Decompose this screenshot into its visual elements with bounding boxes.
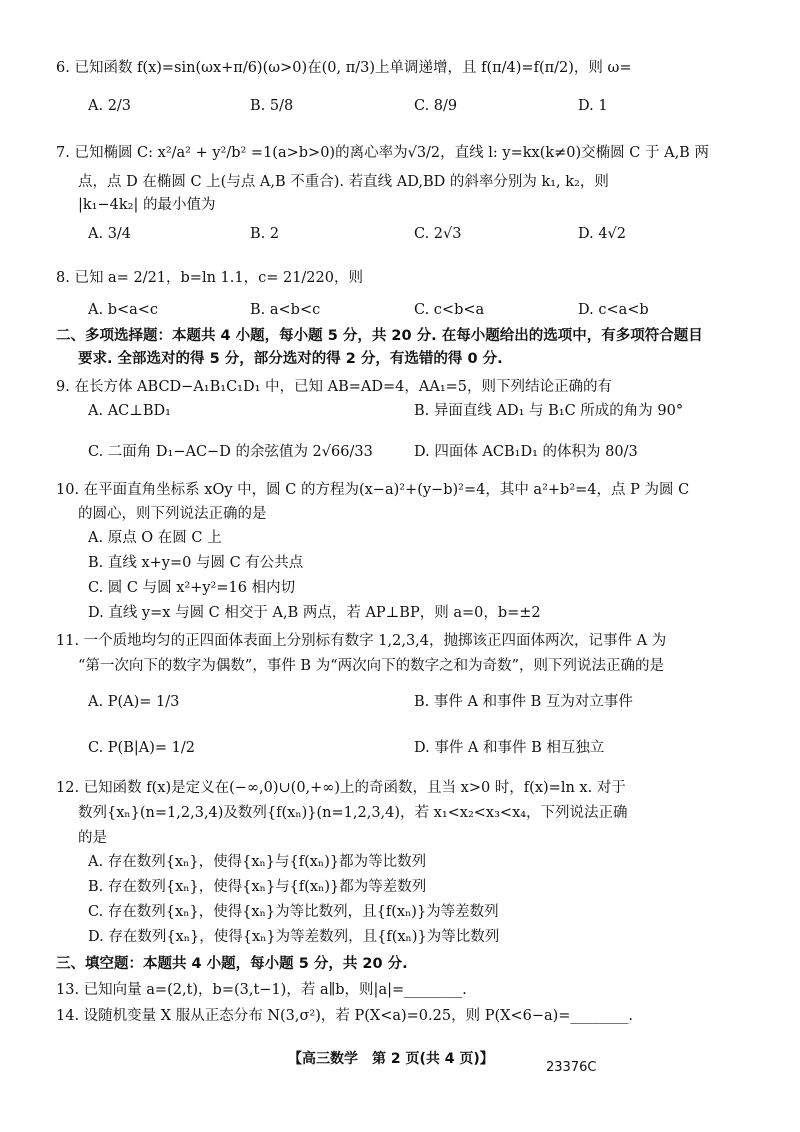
q11-option-b: B. 事件 A 和事件 B 互为对立事件 <box>414 694 633 710</box>
section2-heading-line1: 二、多项选择题：本题共 4 小题，每小题 5 分，共 20 分. 在每小题给出的选项中，有多项符合题目 <box>56 328 703 344</box>
page-footer: 【高三数学 第 2 页(共 4 页)】 <box>288 1051 494 1067</box>
q10-option-c: C. 圆 C 与圆 x²+y²=16 相内切 <box>88 580 296 596</box>
q11-option-a: A. P(A)= 1/3 <box>88 694 180 710</box>
q7-stem-line3: |k₁−4k₂| 的最小值为 <box>78 197 216 213</box>
section2-heading-line2: 要求. 全部选对的得 5 分，部分选对的得 2 分，有选错的得 0 分. <box>78 351 503 367</box>
section3-heading: 三、填空题：本题共 4 小题，每小题 5 分，共 20 分. <box>56 956 408 972</box>
q7-stem-line2: 点，点 D 在椭圆 C 上(与点 A,B 不重合). 若直线 AD,BD 的斜率分别为 k₁, k₂，则 <box>78 174 609 190</box>
q7-option-d: D. 4√2 <box>578 226 627 242</box>
q8-option-d: D. c<a<b <box>578 302 649 318</box>
q12-option-a: A. 存在数列{xₙ}，使得{xₙ}与{f(xₙ)}都为等比数列 <box>88 854 427 870</box>
q10-stem-line1: 10. 在平面直角坐标系 xOy 中，圆 C 的方程为(x−a)²+(y−b)²=4，其中 a²+b²=4，点 P 为圆 C <box>56 482 690 498</box>
q8-option-b: B. a<b<c <box>250 302 321 318</box>
q6-option-b: B. 5/8 <box>250 98 294 114</box>
q8-option-a: A. b<a<c <box>88 302 159 318</box>
q12-stem-line3: 的是 <box>78 830 107 846</box>
q12-option-b: B. 存在数列{xₙ}，使得{xₙ}与{f(xₙ)}都为等差数列 <box>88 879 427 895</box>
q11-stem-line1: 11. 一个质地均匀的正四面体表面上分别标有数字 1,2,3,4，抛掷该正四面体两次，记事件 A 为 <box>56 633 667 649</box>
q12-option-d: D. 存在数列{xₙ}，使得{xₙ}为等差数列，且{f(xₙ)}为等比数列 <box>88 929 500 945</box>
q8-option-c: C. c<b<a <box>414 302 485 318</box>
q7-option-c: C. 2√3 <box>414 226 462 242</box>
q13-stem: 13. 已知向量 a=(2,t)，b=(3,t−1)，若 a∥b，则|a|=________. <box>56 982 467 998</box>
q10-stem-line2: 的圆心，则下列说法正确的是 <box>78 506 267 522</box>
q7-stem-line1: 7. 已知椭圆 C: x²/a² + y²/b² =1(a>b>0)的离心率为√3/2，直线 l: y=kx(k≠0)交椭圆 C 于 A,B 两 <box>56 145 709 161</box>
q9-option-c: C. 二面角 D₁−AC−D 的余弦值为 2√66/33 <box>88 444 373 460</box>
q9-option-d: D. 四面体 ACB₁D₁ 的体积为 80/3 <box>414 444 638 460</box>
q9-option-b: B. 异面直线 AD₁ 与 B₁C 所成的角为 90° <box>414 403 684 419</box>
q9-stem: 9. 在长方体 ABCD−A₁B₁C₁D₁ 中，已知 AB=AD=4，AA₁=5，则下列结论正确的有 <box>56 379 613 395</box>
q12-stem-line2: 数列{xₙ}(n=1,2,3,4)及数列{f(xₙ)}(n=1,2,3,4)，若 x₁<x₂<x₃<x₄，下列说法正确 <box>78 805 628 821</box>
q8-stem: 8. 已知 a= 2/21，b=ln 1.1，c= 21/220，则 <box>56 270 363 286</box>
q9-option-a: A. AC⊥BD₁ <box>88 403 171 419</box>
q10-option-a: A. 原点 O 在圆 C 上 <box>88 530 222 546</box>
q11-stem-line2: “第一次向下的数字为偶数”，事件 B 为“两次向下的数字之和为奇数”，则下列说法正确的是 <box>78 658 665 674</box>
q10-option-b: B. 直线 x+y=0 与圆 C 有公共点 <box>88 555 304 571</box>
q6-option-d: D. 1 <box>578 98 608 114</box>
q11-option-c: C. P(B|A)= 1/2 <box>88 740 195 756</box>
paper-code: 23376C <box>546 1060 597 1075</box>
q6-option-a: A. 2/3 <box>88 98 132 114</box>
q6-stem: 6. 已知函数 f(x)=sin(ωx+π/6)(ω>0)在(0, π/3)上单调递增，且 f(π/4)=f(π/2)，则 ω= <box>56 60 632 76</box>
q7-option-a: A. 3/4 <box>88 226 132 242</box>
q7-option-b: B. 2 <box>250 226 280 242</box>
q10-option-d: D. 直线 y=x 与圆 C 相交于 A,B 两点，若 AP⊥BP，则 a=0，b=±2 <box>88 605 541 621</box>
q12-stem-line1: 12. 已知函数 f(x)是定义在(−∞,0)∪(0,+∞)上的奇函数，且当 x>0 时，f(x)=ln x. 对于 <box>56 780 626 796</box>
q14-stem: 14. 设随机变量 X 服从正态分布 N(3,σ²)，若 P(X<a)=0.25，则 P(X<6−a)=________. <box>56 1008 634 1024</box>
q11-option-d: D. 事件 A 和事件 B 相互独立 <box>414 740 605 756</box>
q12-option-c: C. 存在数列{xₙ}，使得{xₙ}为等比数列，且{f(xₙ)}为等差数列 <box>88 904 499 920</box>
q6-option-c: C. 8/9 <box>414 98 458 114</box>
